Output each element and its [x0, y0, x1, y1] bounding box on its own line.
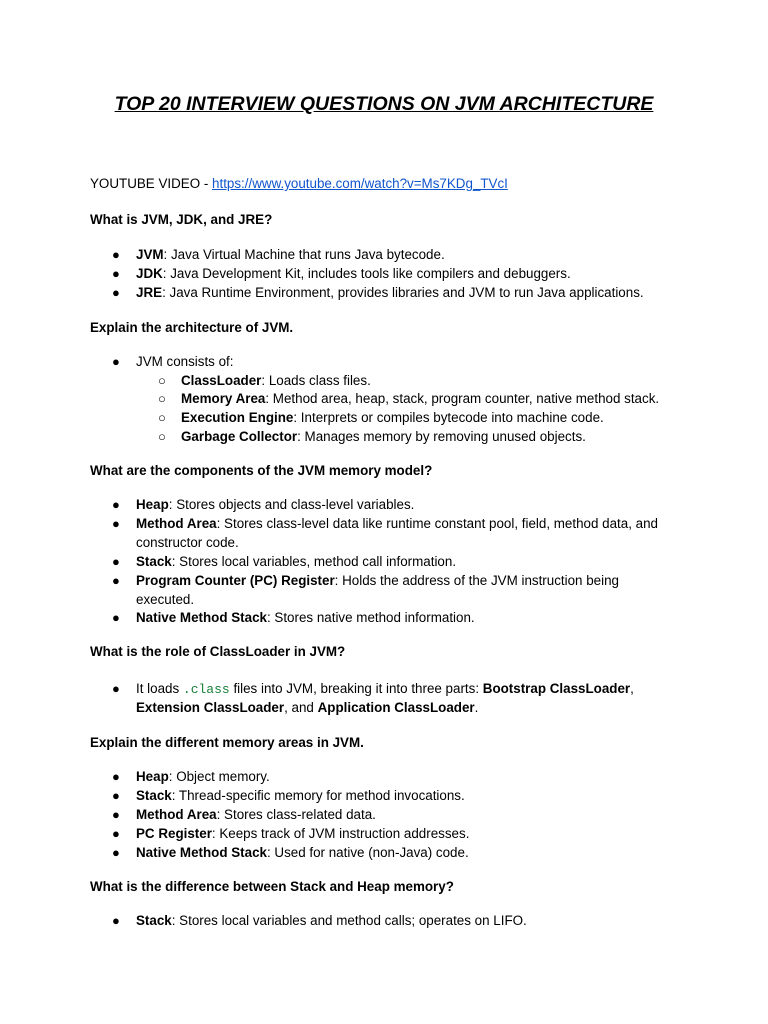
term: Bootstrap ClassLoader	[482, 681, 631, 696]
term: Native Method Stack	[136, 845, 267, 860]
description: : Java Virtual Machine that runs Java bytecode.	[163, 247, 445, 262]
description-continued: constructor code.	[136, 535, 239, 550]
term: Program Counter (PC) Register	[136, 573, 335, 588]
description: : Thread-specific memory for method invocations.	[171, 788, 465, 803]
bullet-icon: ●	[112, 247, 120, 262]
bullet-icon: ●	[112, 610, 120, 625]
page-title: TOP 20 INTERVIEW QUESTIONS ON JVM ARCHITECTURE	[114, 93, 654, 115]
term: Method Area	[136, 807, 217, 822]
question-heading: What are the components of the JVM memory model?	[90, 463, 433, 478]
question-heading: Explain the architecture of JVM.	[90, 320, 294, 335]
description: : Stores objects and class-level variables.	[168, 497, 415, 512]
term: Application ClassLoader	[317, 700, 475, 715]
description: : Object memory.	[168, 769, 270, 784]
question-heading: What is JVM, JDK, and JRE?	[90, 212, 273, 227]
term: Heap	[136, 497, 169, 512]
youtube-link[interactable]: https://www.youtube.com/watch?v=Ms7KDg_TVcI	[212, 176, 508, 191]
youtube-line	[90, 174, 508, 193]
bullet-icon: ●	[112, 285, 120, 300]
youtube-label: YOUTUBE VIDEO -	[90, 176, 213, 191]
description: : Stores class-level data like runtime constant pool, field, method data, and	[216, 516, 658, 531]
description: : Keeps track of JVM instruction addresses.	[211, 826, 470, 841]
description: : Used for native (non-Java) code.	[266, 845, 469, 860]
term: Method Area	[136, 516, 217, 531]
circle-bullet-icon: ○	[158, 391, 166, 406]
term: Stack	[136, 913, 172, 928]
bullet-icon: ●	[112, 354, 120, 369]
term: Memory Area	[181, 391, 266, 406]
circle-bullet-icon: ○	[158, 410, 166, 425]
term: Stack	[136, 788, 172, 803]
bullet-icon: ●	[112, 913, 120, 928]
term: Stack	[136, 554, 172, 569]
term: Extension ClassLoader	[136, 700, 285, 715]
term: PC Register	[136, 826, 212, 841]
inline-code: .class	[182, 682, 230, 697]
bullet-icon: ●	[112, 497, 120, 512]
text: It loads	[136, 681, 183, 696]
bullet-icon: ●	[112, 769, 120, 784]
bullet-icon: ●	[112, 554, 120, 569]
bullet-icon: ●	[112, 826, 120, 841]
description: : Java Runtime Environment, provides libraries and JVM to run Java applications.	[162, 285, 644, 300]
description: : Stores local variables and method calls; operates on LIFO.	[171, 913, 527, 928]
description: : Stores local variables, method call information.	[171, 554, 457, 569]
term: JDK	[136, 266, 163, 281]
bullet-icon: ●	[112, 788, 120, 803]
text: , and	[284, 700, 318, 715]
description: : Stores class-related data.	[216, 807, 376, 822]
term: Heap	[136, 769, 169, 784]
description: : Loads class files.	[261, 373, 371, 388]
bullet-icon: ●	[112, 845, 120, 860]
question-heading: What is the role of ClassLoader in JVM?	[90, 644, 346, 659]
term: ClassLoader	[181, 373, 262, 388]
term: Execution Engine	[181, 410, 294, 425]
description: : Stores native method information.	[266, 610, 475, 625]
text: files into JVM, breaking it into three parts:	[229, 681, 483, 696]
list-lead: JVM consists of:	[136, 354, 234, 369]
question-heading: Explain the different memory areas in JVM.	[90, 735, 364, 750]
bullet-icon: ●	[112, 681, 120, 696]
question-heading: What is the difference between Stack and Heap memory?	[90, 879, 454, 894]
description: : Holds the address of the JVM instruction being	[334, 573, 619, 588]
description-continued: executed.	[136, 592, 195, 607]
circle-bullet-icon: ○	[158, 373, 166, 388]
term: Native Method Stack	[136, 610, 267, 625]
bullet-icon: ●	[112, 266, 120, 281]
term: Garbage Collector	[181, 429, 298, 444]
bullet-icon: ●	[112, 573, 120, 588]
circle-bullet-icon: ○	[158, 429, 166, 444]
description: : Method area, heap, stack, program counter, native method stack.	[265, 391, 660, 406]
bullet-icon: ●	[112, 516, 120, 531]
description: : Manages memory by removing unused objects.	[297, 429, 586, 444]
text: ,	[630, 681, 634, 696]
text: .	[474, 700, 479, 715]
term: JVM	[136, 247, 164, 262]
bullet-icon: ●	[112, 807, 120, 822]
term: JRE	[136, 285, 163, 300]
description: : Interprets or compiles bytecode into machine code.	[293, 410, 604, 425]
description: : Java Development Kit, includes tools like compilers and debuggers.	[162, 266, 571, 281]
